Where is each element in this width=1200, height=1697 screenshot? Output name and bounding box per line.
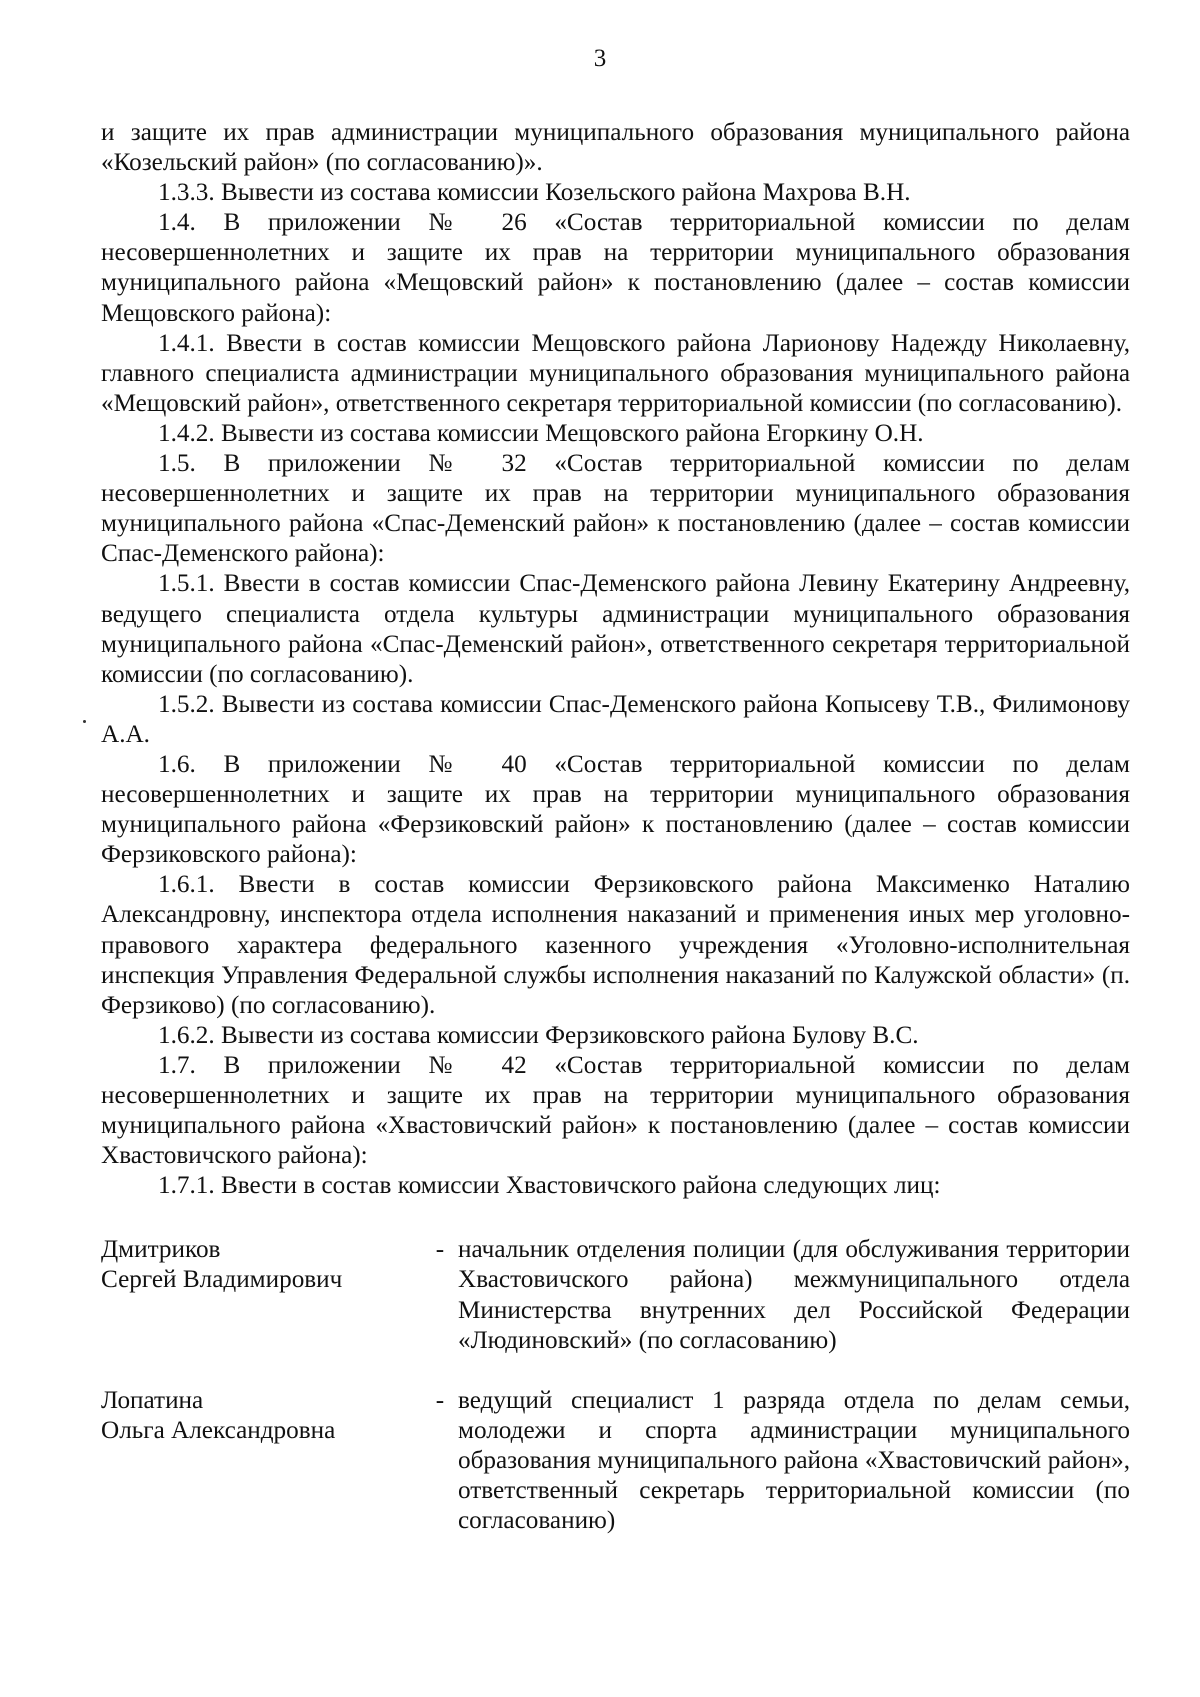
member-name xyxy=(101,1235,418,1295)
paragraph-1-3-3: 1.3.3. Вывести из состава комиссии Козельского района Махрова В.Н. xyxy=(158,179,911,207)
paragraph-continuation: и защите их прав администрации муниципального образования муниципального района «Козельский район» (по согласованию)». xyxy=(101,119,1130,177)
member-surname: Лопатина xyxy=(101,1386,204,1414)
paragraph-1-7: 1.7. В приложении № 42 «Состав территориальной комиссии по делам несовершеннолетних и защите их прав на территории муниципального образования муниципального района «Хвастовичский район» к постановлению (далее – состав комиссии Хвастовичского района): xyxy=(101,1051,1130,1170)
member-dash: - xyxy=(435,1386,445,1414)
paragraph-1-4-1: 1.4.1. Ввести в состав комиссии Мещовского района Ларионову Надежду Николаевну, главного специалиста администрации муниципального образования муниципального района «Мещовский район», ответственного секретаря территориальной комиссии (по согласованию). xyxy=(101,329,1130,417)
paragraph-1-5-2: 1.5.2. Вывести из состава комиссии Спас-Деменского района Копысеву Т.В., Филимонову А.А. xyxy=(101,690,1130,748)
member-dash: - xyxy=(435,1236,445,1264)
member-entry xyxy=(101,1386,1130,1536)
member-name xyxy=(101,1386,418,1446)
paragraph-1-7-1: 1.7.1. Ввести в состав комиссии Хвастовичского района следующих лиц: xyxy=(158,1172,941,1200)
paragraph-1-6: 1.6. В приложении № 40 «Состав территориальной комиссии по делам несовершеннолетних и защите их прав на территории муниципального образования муниципального района «Ферзиковский район» к постановлению (далее – состав комиссии Ферзиковского района): xyxy=(101,750,1130,869)
member-entry xyxy=(101,1235,1130,1355)
member-roster xyxy=(101,1235,1130,1536)
paragraph-1-5: 1.5. В приложении № 32 «Состав территориальной комиссии по делам несовершеннолетних и защите их прав на территории муниципального образования муниципального района «Спас-Деменский район» к постановлению (далее – состав комиссии Спас-Деменского района): xyxy=(101,450,1130,568)
paragraph-1-6-2: 1.6.2. Вывести из состава комиссии Ферзиковского района Булову В.С. xyxy=(158,1021,919,1049)
member-description: начальник отделения полиции (для обслуживания территории Хвастовичского района) межмуниципального отдела Министерства внутренних дел Российской Федерации «Людиновский» (по согласованию) xyxy=(458,1236,1130,1354)
paragraph-1-4: 1.4. В приложении № 26 «Состав территориальной комиссии по делам несовершеннолетних и защите их прав на территории муниципального образования муниципального района «Мещовский район» к постановлению (далее – состав комиссии Мещовского района): xyxy=(101,209,1130,327)
margin-mark xyxy=(83,720,86,723)
page-number: 3 xyxy=(593,45,607,72)
member-description: ведущий специалист 1 разряда отдела по делам семьи, молодежи и спорта администрации муниципального образования муниципального района «Хвастовичский район», ответственный секретарь территориальной комиссии (по согласованию) xyxy=(458,1386,1130,1535)
paragraph-1-6-1: 1.6.1. Ввести в состав комиссии Ферзиковского района Максименко Наталию Александровну, инспектора отдела исполнения наказаний и применения иных мер уголовно-правового характера федерального казенного учреждения «Уголовно-исполнительная инспекция Управления Федеральной службы исполнения наказаний по Калужской области» (п. Ферзиково) (по согласованию). xyxy=(101,871,1130,1019)
member-surname: Дмитриков xyxy=(101,1236,221,1264)
member-given-names: Сергей Владимирович xyxy=(101,1266,343,1294)
member-given-names: Ольга Александровна xyxy=(101,1416,336,1444)
paragraph-1-5-1: 1.5.1. Ввести в состав комиссии Спас-Деменского района Левину Екатерину Андреевну, ведущего специалиста отдела культуры администрации муниципального образования муниципального района «Спас-Деменский район», ответственного секретаря территориальной комиссии (по согласованию). xyxy=(101,570,1130,688)
document-body xyxy=(101,118,1130,1566)
paragraph-1-4-2: 1.4.2. Вывести из состава комиссии Мещовского района Егоркину О.Н. xyxy=(158,419,924,447)
